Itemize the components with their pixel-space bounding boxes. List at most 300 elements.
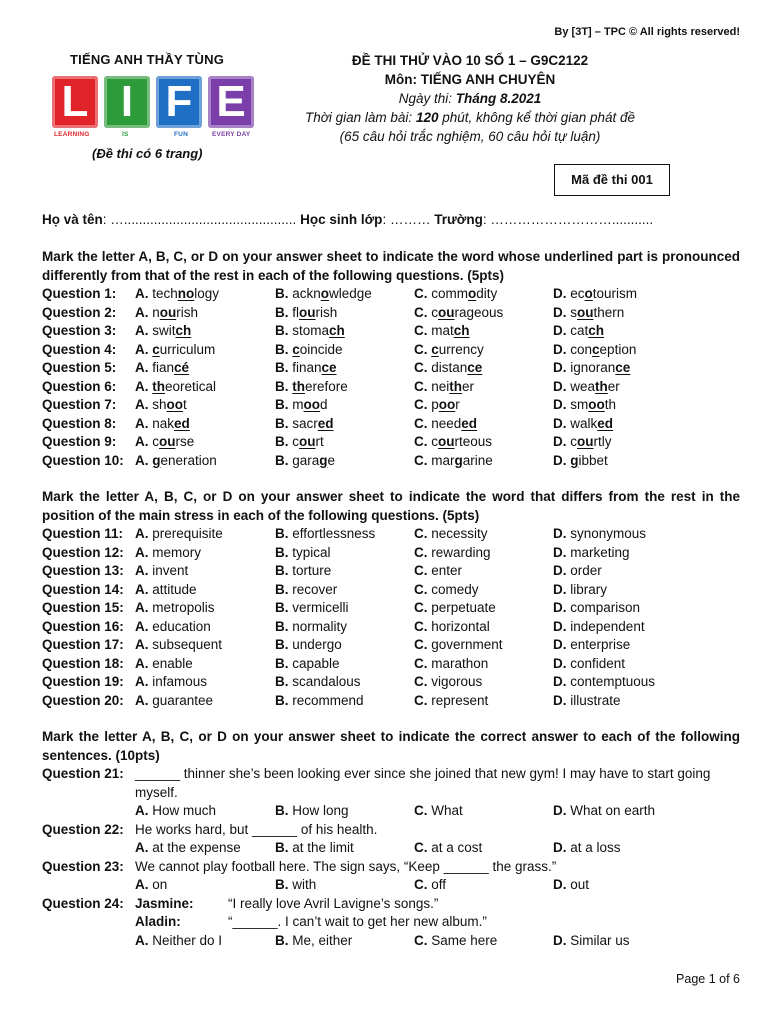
question-label: Question 22: [42,821,124,837]
exam-count-note: (65 câu hỏi trắc nghiệm, 60 câu hỏi tự luận) [339,129,601,144]
option-b: B. acknowledge [275,286,372,301]
underlined-part: oo [303,397,320,412]
question-text-continued [42,784,742,802]
option-c: C. currency [414,341,484,357]
underlined-part: g [152,452,161,468]
option-d: D. illustrate [553,692,621,708]
question-label: Question 24: [42,895,124,911]
question-label: Question 15: [42,600,124,615]
option-c: C. margarine [414,452,493,468]
option-letter: B. [275,618,289,634]
option-letter: D. [553,563,567,578]
option-a: A. at the expense [135,840,241,855]
option-letter: C. [414,618,428,634]
option-c: C. off [414,877,447,892]
underlined-part: ce [467,360,483,375]
option-letter: B. [275,674,289,689]
question-row [42,304,742,322]
option-d: D. Similar us [553,932,630,948]
option-b: B. therefore [275,378,348,394]
option-letter: B. [275,304,289,320]
option-letter: B. [275,341,289,357]
option-d: D. comparison [553,600,641,615]
option-letter: C. [414,286,428,301]
option-letter: B. [275,600,289,615]
option-letter: C. [414,341,428,357]
logo-letter-l: L [52,76,98,128]
question-row [42,359,742,377]
exam-subject: Môn: TIẾNG ANH CHUYÊN [384,72,556,87]
underlined-part: oo [166,397,184,412]
option-b: B. vermicelli [275,600,349,615]
underlined-part: ed [461,415,478,431]
option-letter: A. [135,415,149,431]
option-b: B. scandalous [275,674,361,689]
option-letter: A. [135,378,149,394]
section-stress-instruction: Mark the letter A, B, C, or D on your answer sheet to indicate the word that differs from the rest in the position of the main stress in each of the following questions. (5pts) [42,489,740,523]
underlined-part: ed [174,415,190,431]
option-b: B. finance [275,360,337,375]
option-a: A. memory [135,544,202,560]
option-letter: A. [135,674,149,689]
option-c: C. horizontal [414,618,490,634]
option-letter: D. [553,655,567,671]
option-b: B. sacred [275,415,334,431]
option-b: B. recover [275,581,338,597]
question-row [42,692,742,710]
option-letter: B. [275,544,289,560]
question-row [42,636,742,654]
option-letter: A. [135,877,149,892]
option-b: B. flourish [275,304,338,320]
option-b: B. mood [275,397,328,412]
underlined-part: ou [577,304,594,320]
option-letter: C. [414,360,428,375]
option-c: C. match [414,323,470,338]
question-label: Question 18: [42,655,124,671]
school-name: TIẾNG ANH THẦY TÙNG [70,52,225,67]
option-letter: C. [414,304,428,320]
option-letter: C. [414,840,428,855]
option-d: D. ignorance [553,360,631,375]
option-a: A. on [135,877,168,892]
question-label: Question 21: [42,766,124,781]
underlined-part: o [320,286,330,301]
underlined-part: ou [577,434,594,449]
option-letter: D. [553,544,567,560]
option-letter: D. [553,415,567,431]
option-a: A. subsequent [135,637,223,652]
option-letter: D. [553,304,567,320]
logo-caption: EVERY DAY [212,131,251,138]
option-b: B. with [275,877,317,892]
option-d: D. courtly [553,434,612,449]
option-letter: D. [553,803,567,818]
option-letter: D. [553,360,567,375]
underlined-part: ed [317,415,334,431]
option-a: A. enable [135,655,193,671]
option-letter: D. [553,434,567,449]
option-letter: B. [275,286,289,301]
logo-letter-f: F [156,76,202,128]
question-label: Question 10: [42,452,124,468]
option-d: D. catch [553,323,605,338]
option-a: A. How much [135,803,217,818]
underlined-part: o [584,286,593,301]
speaker-name: Aladin: [135,914,181,929]
underlined-part: g [570,452,579,468]
underlined-part: ch [175,323,192,338]
option-letter: B. [275,452,289,468]
option-c: C. courageous [414,304,504,320]
option-letter: C. [414,692,428,708]
option-letter: A. [135,692,149,708]
option-c: C. marathon [414,655,489,671]
option-letter: C. [414,803,428,818]
question-row [42,618,742,636]
option-letter: B. [275,581,289,597]
question-label: Question 14: [42,581,124,597]
logo-letter-i: I [104,76,150,128]
option-c: C. comedy [414,581,479,597]
option-c: C. courteous [414,434,493,449]
option-letter: A. [135,526,149,541]
question-row [42,858,742,876]
underlined-part: ou [159,304,177,320]
life-logo [52,76,258,142]
option-letter: D. [553,932,567,948]
option-d: D. walked [553,415,614,431]
option-letter: B. [275,360,289,375]
option-letter: D. [553,581,567,597]
option-c: C. What [414,803,463,818]
option-letter: B. [275,803,289,818]
option-c: C. necessity [414,526,488,541]
option-letter: A. [135,360,149,375]
option-letter: A. [135,434,149,449]
option-a: A. invent [135,563,189,578]
option-letter: D. [553,341,567,357]
option-letter: B. [275,932,289,948]
exam-date: Ngày thi: Tháng 8.2021 [398,91,542,106]
option-a: A. theoretical [135,378,217,394]
option-a: A. nourish [135,304,199,320]
option-c: C. Same here [414,932,498,948]
underlined-part: c [431,341,439,357]
option-c: C. commodity [414,286,498,301]
option-letter: D. [553,452,567,468]
underlined-part: oo [438,397,456,412]
underlined-part: ou [438,434,455,449]
option-letter: C. [414,637,428,652]
question-text: We cannot play football here. The sign says, “Keep ______ the grass.” [135,858,557,874]
option-b: B. torture [275,563,332,578]
copyright-notice: By [3T] – TPC © All rights reserved! [554,26,740,38]
question-row [42,599,742,617]
option-a: A. generation [135,452,217,468]
question-row [42,433,742,451]
underlined-part: c [292,341,300,357]
option-c: C. rewarding [414,544,491,560]
option-a: A. fiancé [135,360,190,375]
question-row [42,655,742,673]
option-b: B. coincide [275,341,343,357]
question-label: Question 11: [42,526,124,541]
option-a: A. course [135,434,195,449]
option-d: D. weather [553,378,620,394]
option-b: B. stomach [275,323,345,338]
option-b: B. normality [275,618,348,634]
option-letter: A. [135,452,149,468]
option-letter: C. [414,323,428,338]
option-a: A. technology [135,286,220,301]
option-letter: D. [553,397,567,412]
option-b: B. effortlessness [275,526,376,541]
underlined-part: ch [588,323,605,338]
question-row [42,378,742,396]
option-letter: A. [135,803,149,818]
logo-caption: FUN [174,131,188,138]
underlined-part: c [152,341,160,357]
logo-caption: IS [122,131,129,138]
option-c: C. government [414,637,503,652]
underlined-part: oo [588,397,605,412]
options-row [42,802,742,820]
question-label: Question 3: [42,323,117,338]
options-row [42,932,742,950]
option-letter: D. [553,600,567,615]
option-d: D. order [553,563,602,578]
underlined-part: o [468,286,477,301]
option-d: D. enterprise [553,637,631,652]
question-label: Question 20: [42,692,124,708]
option-letter: A. [135,840,149,855]
option-letter: B. [275,397,289,412]
option-a: A. naked [135,415,190,431]
option-letter: C. [414,397,428,412]
option-letter: A. [135,581,149,597]
option-letter: A. [135,637,149,652]
dialogue-line: “I really love Avril Lavigne’s songs.” [228,895,439,911]
underlined-part: no [177,286,195,301]
option-letter: A. [135,600,149,615]
option-letter: A. [135,286,149,301]
speaker-name: Jasmine: [135,895,194,911]
question-label: Question 5: [42,360,117,375]
option-letter: A. [135,618,149,634]
option-letter: B. [275,434,289,449]
option-letter: B. [275,655,289,671]
question-label: Question 4: [42,341,117,357]
underlined-part: ou [299,434,316,449]
question-row [42,322,742,340]
option-letter: B. [275,637,289,652]
option-c: C. perpetuate [414,600,496,615]
option-letter: D. [553,840,567,855]
underlined-part: ce [321,360,337,375]
option-a: A. education [135,618,211,634]
underlined-part: cé [174,360,190,375]
option-d: D. independent [553,618,645,634]
option-b: B. court [275,434,324,449]
option-b: B. Me, either [275,932,353,948]
question-text: myself. [135,784,178,800]
question-label: Question 19: [42,674,124,689]
underlined-part: g [319,452,328,468]
option-letter: D. [553,637,567,652]
option-d: D. What on earth [553,803,656,818]
underlined-part: th [595,378,608,394]
option-b: B. typical [275,544,331,560]
question-row [42,562,742,580]
option-letter: C. [414,563,428,578]
option-letter: C. [414,674,428,689]
option-c: C. vigorous [414,674,483,689]
option-letter: C. [414,452,428,468]
underlined-part: ou [438,304,455,320]
option-d: D. synonymous [553,526,647,541]
option-letter: C. [414,932,428,948]
exam-header [290,51,650,146]
option-letter: C. [414,655,428,671]
option-d: D. southern [553,304,625,320]
options-row [42,839,742,857]
section-grammar-instruction: Mark the letter A, B, C, or D on your answer sheet to indicate the correct answer to each of the following sentences. (10pts) [42,729,740,763]
option-d: D. ecotourism [553,286,638,301]
option-c: C. distance [414,360,483,375]
question-row [42,415,742,433]
option-b: B. undergo [275,637,342,652]
option-letter: C. [414,415,428,431]
option-b: B. garage [275,452,336,468]
option-letter: A. [135,655,149,671]
option-letter: B. [275,840,289,855]
option-letter: B. [275,563,289,578]
underlined-part: th [449,378,463,394]
option-c: C. represent [414,692,489,708]
question-row [42,396,742,414]
option-letter: A. [135,304,149,320]
option-letter: D. [553,378,567,394]
student-info-line: Họ và tên: ….............................................. Học sinh lớp: ……… Trường: ………………………........... [42,212,654,227]
option-a: A. switch [135,323,192,338]
question-row [42,452,742,470]
logo-letter-e: E [208,76,254,128]
option-d: D. at a loss [553,840,621,855]
option-letter: B. [275,877,289,892]
option-letter: C. [414,434,428,449]
option-letter: C. [414,544,428,560]
question-label: Question 16: [42,618,124,634]
option-a: A. prerequisite [135,526,223,541]
option-letter: D. [553,323,567,338]
question-row [42,525,742,543]
option-letter: B. [275,323,289,338]
page-footer: Page 1 of 6 [676,972,740,986]
option-letter: A. [135,341,149,357]
logo-caption: LEARNING [54,131,90,138]
question-text: He works hard, but ______ of his health. [135,821,378,837]
underlined-part: th [292,378,306,394]
option-letter: B. [275,378,289,394]
exam-time: Thời gian làm bài: 120 phút, không kể thời gian phát đề [304,110,636,125]
option-letter: D. [553,286,567,301]
option-letter: C. [414,378,428,394]
option-letter: C. [414,526,428,541]
option-letter: C. [414,877,428,892]
option-c: C. enter [414,563,463,578]
option-c: C. at a cost [414,840,483,855]
option-a: A. infamous [135,674,208,689]
question-label: Question 2: [42,304,117,320]
option-letter: A. [135,397,149,412]
underlined-part: ce [615,360,631,375]
question-label: Question 9: [42,434,117,449]
option-d: D. conception [553,341,637,357]
option-letter: D. [553,674,567,689]
question-row [42,544,742,562]
option-c: C. neither [414,378,475,394]
option-d: D. library [553,581,608,597]
option-a: A. guarantee [135,692,214,708]
option-b: B. at the limit [275,840,354,855]
exam-code-box: Mã đề thi 001 [554,164,670,196]
option-a: A. curriculum [135,341,216,357]
option-d: D. smooth [553,397,617,412]
options-row [42,876,742,894]
option-letter: D. [553,618,567,634]
option-b: B. How long [275,803,349,818]
option-d: D. out [553,877,590,892]
question-row [42,913,742,931]
question-label: Question 8: [42,415,117,431]
question-label: Question 12: [42,544,124,560]
exam-title: ĐỀ THI THỬ VÀO 10 SỐ 1 – G9C2122 [351,53,589,68]
underlined-part: c [592,341,600,357]
section-pronunciation-instruction: Mark the letter A, B, C, or D on your answer sheet to indicate the word whose underlined part is pronounced differently from that of the rest in each of the following questions. (5pts) [42,249,740,283]
option-d: D. confident [553,655,626,671]
underlined-part: ou [299,304,316,320]
question-row [42,673,742,691]
option-letter: B. [275,526,289,541]
question-row [42,285,742,303]
option-letter: B. [275,692,289,708]
option-d: D. marketing [553,544,630,560]
question-row [42,821,742,839]
underlined-part: ch [329,323,345,338]
option-letter: D. [553,692,567,708]
option-letter: A. [135,563,149,578]
underlined-part: ed [597,415,614,431]
option-a: A. shoot [135,397,187,412]
question-label: Question 13: [42,563,124,578]
question-label: Question 17: [42,637,124,652]
option-letter: D. [553,526,567,541]
option-letter: A. [135,932,149,948]
option-letter: A. [135,323,149,338]
option-a: A. attitude [135,581,197,597]
question-row [42,341,742,359]
question-label: Question 7: [42,397,117,412]
option-b: B. recommend [275,692,364,708]
option-d: D. contemptuous [553,674,656,689]
option-b: B. capable [275,655,340,671]
question-label: Question 6: [42,378,117,394]
option-letter: A. [135,544,149,560]
underlined-part: g [454,452,463,468]
option-letter: C. [414,581,428,597]
option-letter: C. [414,600,428,615]
